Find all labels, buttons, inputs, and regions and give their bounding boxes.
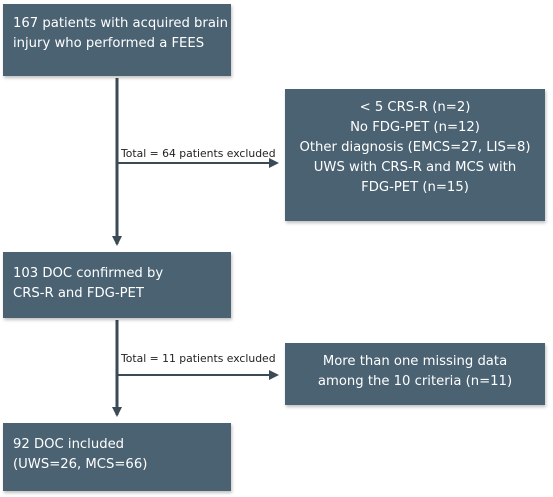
node-text-line: < 5 CRS-R (n=2) (359, 100, 471, 115)
node-text-line: 103 DOC confirmed by (13, 266, 164, 281)
edge-label-exclusion-1: Total = 64 patients excluded (121, 147, 276, 160)
included-node (3, 423, 231, 491)
node-text-line: CRS-R and FDG-PET (13, 286, 144, 301)
start-node (3, 4, 231, 76)
exclusion-node-2 (285, 343, 545, 405)
node-text-line: FDG-PET (n=15) (361, 180, 469, 195)
edge-label-exclusion-2: Total = 11 patients excluded (121, 352, 276, 365)
node-text-line: (UWS=26, MCS=66) (13, 457, 148, 472)
doc-confirmed-node (3, 252, 231, 318)
node-text-line: 92 DOC included (13, 437, 125, 452)
node-text-line: injury who performed a FEES (13, 36, 205, 51)
node-text-line: 167 patients with acquired brain (13, 16, 228, 31)
node-text-line: More than one missing data (322, 354, 508, 369)
node-text-line: UWS with CRS-R and MCS with (313, 160, 517, 175)
node-text-line: Other diagnosis (EMCS=27, LIS=8) (299, 140, 531, 155)
node-text-line: No FDG-PET (n=12) (350, 120, 480, 135)
node-text-line: among the 10 criteria (n=11) (317, 374, 513, 389)
exclusion-node-1 (285, 89, 545, 221)
